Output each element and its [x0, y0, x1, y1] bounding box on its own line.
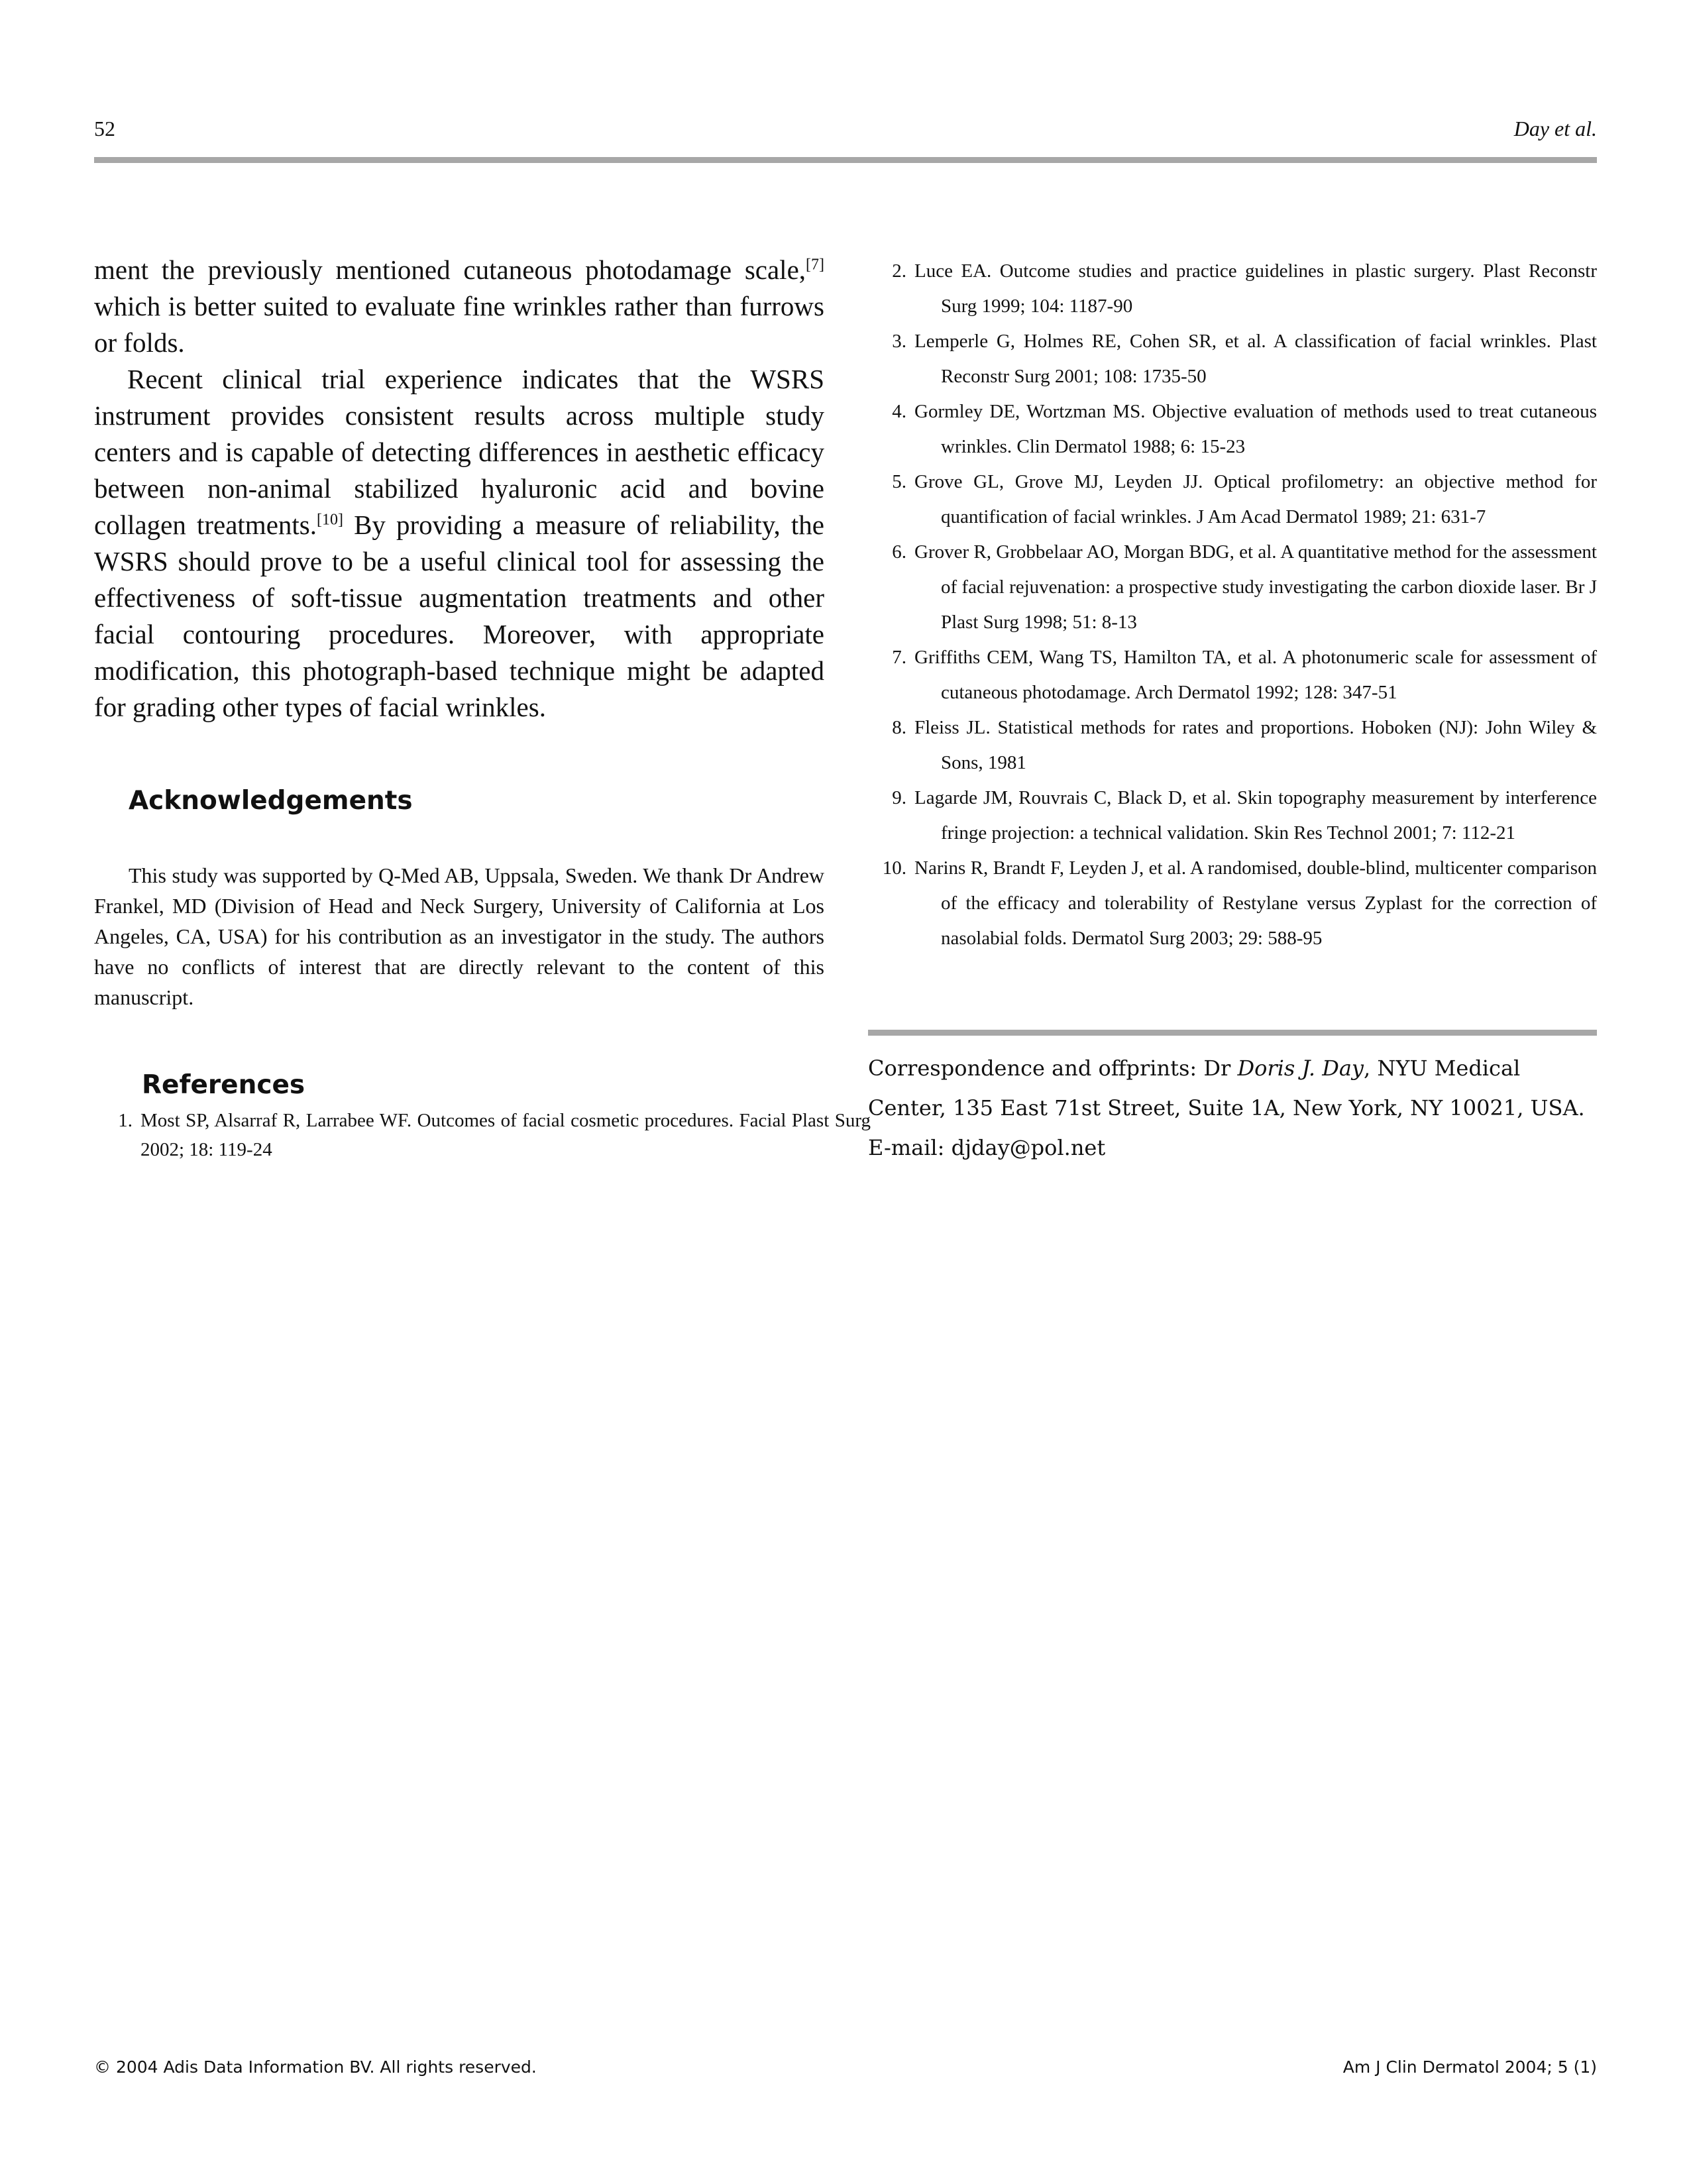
reference-item [868, 710, 1597, 781]
reference-number: 10. [882, 857, 906, 879]
reference-text: Griffiths CEM, Wang TS, Hamilton TA, et al. A photonumeric scale for assessment of cutaneous photodamage. Arch Dermatol 1992; 128: 347-51 [914, 647, 1597, 703]
correspondence-prefix: Correspondence and offprints: Dr [868, 1056, 1238, 1081]
reference-text: Grove GL, Grove MJ, Leyden JJ. Optical profilometry: an objective method for quantification of facial wrinkles. J Am Acad Dermatol 1989; 21: 631-7 [914, 471, 1597, 527]
reference-item [868, 640, 1597, 710]
reference-number: 9. [892, 787, 906, 808]
reference-number: 5. [892, 471, 906, 492]
reference-number: 8. [892, 717, 906, 738]
reference-text: Fleiss JL. Statistical methods for rates and proportions. Hoboken (NJ): John Wiley & Sons, 1981 [914, 717, 1597, 773]
reference-text: Gormley DE, Wortzman MS. Objective evaluation of methods used to treat cutaneous wrinkles. Clin Dermatol 1988; 6: 15-23 [914, 401, 1597, 457]
reference-number: 7. [892, 647, 906, 668]
correspondence-address: , NYU Medical Center, 135 East 71st Street, Suite 1A, New York, NY 10021, USA. [868, 1056, 1585, 1120]
reference-text: Narins R, Brandt F, Leyden J, et al. A randomised, double-blind, multicenter comparison of the efficacy and tolerability of Restylane versus Zyplast for the correction of nasolabial folds. Dermatol Surg 2003; 29: 588-95 [914, 857, 1597, 949]
reference-item [868, 254, 1597, 324]
acknowledgements-heading: Acknowledgements [129, 786, 413, 816]
correspondence-name: Doris J. Day [1237, 1056, 1364, 1081]
reference-text: Most SP, Alsarraf R, Larrabee WF. Outcomes of facial cosmetic procedures. Facial Plast Surg 2002; 18: 119-24 [140, 1110, 871, 1160]
reference-text: Grover R, Grobbelaar AO, Morgan BDG, et al. A quantitative method for the assessment of facial rejuvenation: a prospective study investigating the carbon dioxide laser. Br J Plast Surg 1998; 51: 8-13 [914, 541, 1597, 633]
references-list-continued [868, 254, 1597, 956]
reference-text: Lemperle G, Holmes RE, Cohen SR, et al. A classification of facial wrinkles. Plast Reconstr Surg 2001; 108: 1735-50 [914, 331, 1597, 387]
reference-number: 2. [892, 260, 906, 282]
footer-journal: Am J Clin Dermatol 2004; 5 (1) [1342, 2057, 1597, 2077]
body-paragraph-1: ment the previously mentioned cutaneous photodamage scale,[7] which is better suited to evaluate fine wrinkles rather than furrows or folds. [94, 254, 824, 358]
correspondence-block [868, 1048, 1597, 1168]
running-head: Day et al. [1513, 117, 1597, 140]
reference-number: 3. [892, 331, 906, 352]
reference-text: Luce EA. Outcome studies and practice guidelines in plastic surgery. Plast Reconstr Surg 1999; 104: 1187-90 [914, 260, 1597, 317]
reference-item [868, 394, 1597, 464]
page-header [94, 117, 1597, 143]
correspondence-rule [868, 1030, 1597, 1036]
reference-item [868, 781, 1597, 851]
page-number: 52 [94, 117, 115, 140]
left-column [94, 252, 824, 726]
citation-10[interactable]: [10] [317, 511, 343, 529]
reference-item [868, 535, 1597, 640]
reference-item [868, 851, 1597, 956]
acknowledgements-text: This study was supported by Q-Med AB, Uppsala, Sweden. We thank Dr Andrew Frankel, MD (Division of Head and Neck Surgery, University of California at Los Angeles, CA, USA) for his contribution as an investigator in the study. The authors have no conflicts of interest that are directly relevant to the content of this manuscript. [94, 863, 824, 1009]
correspondence-email[interactable]: E-mail: djday@pol.net [868, 1135, 1106, 1160]
reference-item [868, 324, 1597, 394]
citation-7[interactable]: [7] [806, 256, 824, 274]
reference-item [94, 1106, 871, 1164]
reference-number: 1. [118, 1110, 133, 1131]
reference-number: 4. [892, 401, 906, 422]
references-heading: References [142, 1070, 305, 1100]
reference-text: Lagarde JM, Rouvrais C, Black D, et al. Skin topography measurement by interference fringe projection: a technical validation. Skin Res Technol 2001; 7: 112-21 [914, 787, 1597, 844]
footer-copyright: © 2004 Adis Data Information BV. All rights reserved. [94, 2057, 537, 2077]
reference-item [868, 464, 1597, 535]
header-rule [94, 157, 1597, 163]
body-paragraph-2: Recent clinical trial experience indicates that the WSRS instrument provides consistent results across multiple study centers and is capable of detecting differences in aesthetic efficacy between non-animal stabilized hyaluronic acid and bovine collagen treatments.[10] By providing a measure of reliability, the WSRS should prove to be a useful clinical tool for assessing the effectiveness of soft-tissue augmentation treatments and other facial contouring procedures. Moreover, with appropriate modification, this photograph-based technique might be adapted for grading other types of facial wrinkles. [94, 364, 824, 722]
reference-number: 6. [892, 541, 906, 563]
